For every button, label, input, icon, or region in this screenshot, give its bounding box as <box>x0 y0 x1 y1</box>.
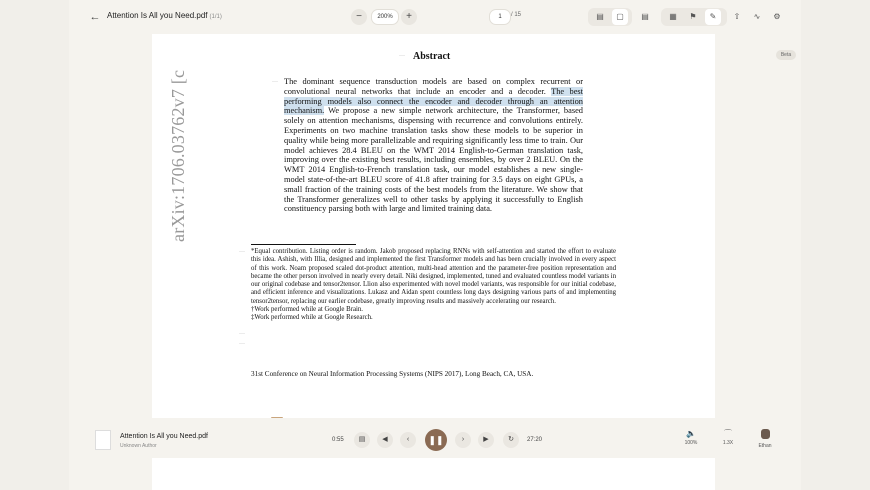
app-window <box>69 0 801 490</box>
arxiv-id: arXiv:1706.03762v7 [c <box>168 69 188 242</box>
transcript-icon[interactable]: ▤ <box>354 432 370 448</box>
conference-note: 31st Conference on Neural Information Processing Systems (NIPS 2017), Long Beach, CA, USA. <box>251 370 534 378</box>
paragraph-handle-icon[interactable]: ··· <box>239 331 245 337</box>
pdf-page <box>152 34 715 418</box>
highlighted-text[interactable]: The best performing models also connect the encoder and decoder through an attention mechanism. <box>284 86 584 116</box>
paragraph-handle-icon[interactable]: ··· <box>272 79 278 85</box>
footnote-contribution[interactable]: *Equal contribution. Listing order is random. Jakob proposed replacing RNNs with self-attention and started the effort to evaluate this idea. Ashish, with Illia, designed and implemented the first Transformer models and has been crucially involved in every aspect of this work. Noam proposed scaled dot-product attention, multi-head attention and the parameter-free position representation and became the other person involved in nearly every detail. Niki designed, implemented, tuned and evaluated countless model variants in our original codebase and tensor2tensor. Llion also experimented with novel model variants, was responsible for our initial codebase, and efficient inference and visualizations. Lukasz and Aidan spent countless long days designing various parts of and implementing tensor2tensor, replacing our earlier codebase, greatly improving results and massively accelerating our research. <box>251 248 616 305</box>
page-fit-icon[interactable]: ▢ <box>612 9 628 25</box>
player-author: Unknown Author <box>120 443 157 449</box>
pdf-page-next <box>152 458 715 490</box>
highlighter-icon[interactable]: ✎ <box>705 9 721 25</box>
skip-forward-icon[interactable]: ▶ <box>478 432 494 448</box>
top-toolbar <box>69 0 801 34</box>
arxiv-sidebar <box>168 69 188 418</box>
loop-icon[interactable]: ↻ <box>503 432 519 448</box>
paragraph-handle-icon[interactable]: ··· <box>399 53 405 59</box>
bookmark-icon[interactable]: ⚑ <box>689 12 697 21</box>
remaining-time: 27:20 <box>527 437 543 443</box>
paragraph-handle-icon[interactable]: ··· <box>239 249 245 255</box>
plus-icon[interactable]: + <box>401 9 417 25</box>
total-pages: / 15 <box>511 12 522 18</box>
speed-control[interactable] <box>715 429 741 453</box>
player-title: Attention Is All you Need.pdf <box>120 433 208 440</box>
paragraph-handle-icon[interactable]: ··· <box>239 341 245 347</box>
footnote-research[interactable]: ‡Work performed while at Google Research. <box>251 314 373 322</box>
single-page-icon[interactable]: ▤ <box>596 12 604 21</box>
abstract-heading: Abstract <box>413 51 451 62</box>
beta-badge: Beta <box>776 50 796 60</box>
share-icon[interactable]: ⇧ <box>733 12 741 21</box>
annotation-tools-group <box>661 8 727 26</box>
voice-label: Ethan <box>758 443 772 449</box>
skip-back-icon[interactable]: ◀ <box>377 432 393 448</box>
document-thumbnail <box>95 430 111 450</box>
chevron-right-icon[interactable]: › <box>455 432 471 448</box>
page-number-input[interactable]: 1 <box>489 9 511 25</box>
chevron-left-icon[interactable]: ‹ <box>400 432 416 448</box>
voice-selector[interactable] <box>752 429 778 453</box>
gear-icon[interactable]: ⚙ <box>773 12 781 21</box>
view-mode-group <box>588 8 632 26</box>
document-icon[interactable]: ▤ <box>641 12 649 21</box>
back-arrow-icon[interactable]: ← <box>89 11 101 23</box>
footnotes <box>251 248 616 323</box>
elapsed-time: 0:55 <box>332 437 344 443</box>
speed-label: 1.3X <box>722 440 734 446</box>
speedometer-icon: ⌒ <box>724 429 732 438</box>
volume-control[interactable] <box>678 429 704 453</box>
pause-button[interactable]: ❚❚ <box>425 429 447 451</box>
avatar <box>752 429 778 442</box>
zoom-controls <box>351 8 531 26</box>
waveform-icon[interactable]: ∿ <box>753 12 761 21</box>
footnote-rule <box>251 244 356 245</box>
zoom-level[interactable]: 200% <box>371 9 399 25</box>
page-count-badge: (1/1) <box>209 14 222 20</box>
document-title: Attention Is All you Need.pdf (1/1) <box>107 11 222 20</box>
grid-icon[interactable]: ▦ <box>669 12 677 21</box>
abstract-text[interactable]: The dominant sequence transduction models are based on complex recurrent or convolutional neural networks that include an encoder and a decoder. The best performing models also connect the encoder and decoder through an attention mechanism. We propose a new simple network architecture, the Transformer, based solely on attention mechanisms, dispensing with recurrence and convolutions entirely. Experiments on two machine translation tasks show these models to be superior in quality while being more parallelizable and requiring significantly less time to train. Our model achieves 28.4 BLEU on the WMT 2014 English-to-German translation task, improving over the existing best results, including ensembles, by over 2 BLEU. On the WMT 2014 English-to-French translation task, our model establishes a new single-model state-of-the-art BLEU score of 41.8 after training for 3.5 days on eight GPUs, a small fraction of the training costs of the best models from the literature. We show that the Transformer generalizes well to other tasks by applying it successfully to English constituency parsing both with large and limited training data. <box>284 77 584 214</box>
footnote-brain[interactable]: †Work performed while at Google Brain. <box>251 306 363 314</box>
speaker-icon: 🔈 <box>686 429 696 438</box>
minus-icon[interactable]: − <box>351 9 367 25</box>
audio-player-bar <box>69 418 801 458</box>
volume-label: 100% <box>684 440 698 446</box>
